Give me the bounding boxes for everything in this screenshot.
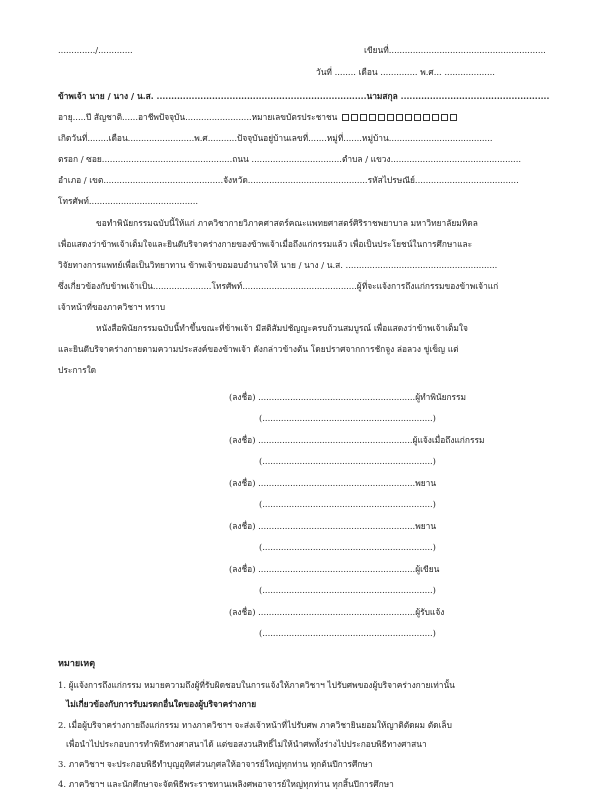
id-digit-box <box>441 114 448 121</box>
signature-notifier-name: (................................................................) <box>259 456 436 466</box>
signature-writer-name: (................................................................) <box>259 585 436 595</box>
id-digit-box <box>369 114 376 121</box>
written-at-line: เขียนที่........................................................... <box>364 45 546 55</box>
id-digit-box <box>378 114 385 121</box>
id-digit-box <box>450 114 457 121</box>
birth-address-line: เกิดวันที่........เดือน.........................พ.ศ...........ปัจจุบันอยู่บ้านเลขที่.......หมู่ที่.......หมู่บ้าน....................................... <box>58 133 493 143</box>
id-number-boxes <box>340 114 457 122</box>
note-2-line-2: เพื่อนำไปประกอบการทำพิธีทางศาสนาได้ แต่ขอสงวนสิทธิ์ไม่ให้นำศพทั้งร่างไปประกอบพิธีทางศาสนา <box>66 739 427 749</box>
paragraph-1-line-2: เพื่อแสดงว่าข้าพเจ้าเต็มใจและยินดีบริจาคร่างกายของข้าพเจ้าเมื่อถึงแก่กรรมแล้ว เพื่อเป็นประโยชน์ในการศึกษาและ <box>58 239 473 249</box>
id-digit-box <box>360 114 367 121</box>
id-digit-box <box>342 114 349 121</box>
id-digit-box <box>387 114 394 121</box>
reference-number: ............../............. <box>58 45 133 55</box>
signature-testator: (ลงชื่อ) ...........................................................ผู้ทำพินัยกรรม <box>229 392 467 402</box>
signature-writer: (ลงชื่อ) ...........................................................ผู้เขียน <box>229 564 440 574</box>
note-3: 3. ภาควิชาฯ จะประกอบพิธีทำบุญอุทิศส่วนกุศลให้อาจารย์ใหญ่ทุกท่าน ทุกต้นปีการศึกษา <box>58 759 373 769</box>
signature-witness-1: (ลงชื่อ) ...........................................................พยาน <box>229 478 437 488</box>
paragraph-2-line-2: และยินดีบริจาคร่างกายตามความประสงค์ของข้าพเจ้า ดังกล่าวข้างต้น โดยปราศจากการชักจูง ล่อลวง ขู่เข็ญ แต่ <box>58 344 459 354</box>
id-digit-box <box>351 114 358 121</box>
note-4: 4. ภาควิชาฯ และนักศึกษาจะจัดพิธีพระราชทานเพลิงศพอาจารย์ใหญ่ทุกท่าน ทุกสิ้นปีการศึกษา <box>58 779 394 789</box>
id-digit-box <box>414 114 421 121</box>
paragraph-1-line-5: เจ้าหน้าที่ของภาควิชาฯ ทราบ <box>58 302 166 312</box>
paragraph-1-line-3: วิจัยทางการแพทย์เพื่อเป็นวิทยาทาน ข้าพเจ้าขอมอบอำนาจให้ นาย / นาง / น.ส. ......................................................... <box>58 260 498 270</box>
date-line: วันที่ ........ เดือน .............. พ.ศ... ................... <box>316 67 495 77</box>
paragraph-1-line-1: ขอทำพินัยกรรมฉบับนี้ให้แก่ ภาควิชากายวิภาคศาสตร์คณะแพทยศาสตร์ศิริราชพยาบาล มหาวิทยาลัยมหิดล <box>96 218 478 228</box>
id-digit-box <box>423 114 430 121</box>
id-digit-box <box>405 114 412 121</box>
note-1-line-2: ไม่เกี่ยวข้องกับการรับมรดกอื่นใดของผู้บริจาคร่างกาย <box>66 699 257 709</box>
notes-title: หมายเหตุ <box>58 659 96 669</box>
paragraph-2-line-3: ประการใด <box>58 365 97 375</box>
id-digit-box <box>432 114 439 121</box>
paragraph-2-line-1: หนังสือพินัยกรรมฉบับนี้ทำขึ้นขณะที่ข้าพเจ้า มีสติสัมปชัญญะครบถ้วนสมบูรณ์ เพื่อแสดงว่าข้าพเจ้าเต็มใจ <box>96 323 468 333</box>
district-province-line: อำเภอ / เขต.............................................จังหวัด.............................................รหัสไปรษณีย์....................................... <box>58 175 519 185</box>
signature-notifier: (ลงชื่อ) ..........................................................ผู้แจ้งเมื่อถึงแก่กรรม <box>229 435 485 445</box>
signature-witness-2: (ลงชื่อ) ...........................................................พยาน <box>229 521 437 531</box>
alley-road-line: ตรอก / ซอย.................................................ถนน ..................................ตำบล / แขวง................................................. <box>58 154 522 164</box>
note-1-line-1: 1. ผู้แจ้งการถึงแก่กรรม หมายความถึงผู้ที่รับผิดชอบในการแจ้งให้ภาควิชาฯ ไปรับศพของผู้บริจาคร่างกายเท่านั้น <box>58 680 455 690</box>
signature-witness-1-name: (................................................................) <box>259 499 436 509</box>
signature-witness-2-name: (................................................................) <box>259 542 436 552</box>
signature-testator-name: (................................................................) <box>259 413 436 423</box>
name-line: ข้าพเจ้า นาย / นาง / น.ส. ........................................................................นามสกุล ................................................... <box>58 91 550 101</box>
phone-line: โทรศัพท์......................................... <box>58 196 199 206</box>
age-nationality-line <box>58 113 457 122</box>
paragraph-1-line-4: ซึ่งเกี่ยวข้องกับข้าพเจ้าเป็น......................โทรศัพท์...........................................ผู้ที่จะแจ้งการถึงแก่กรรมของข้าพเจ้าแก่ <box>58 281 499 291</box>
id-digit-box <box>396 114 403 121</box>
signature-receiver: (ลงชื่อ) ...........................................................ผู้รับแจ้ง <box>229 607 445 617</box>
note-2-line-1: 2. เมื่อผู้บริจาคร่างกายถึงแก่กรรม ทางภาควิชาฯ จะส่งเจ้าหน้าที่ไปรับศพ ภาควิชายินยอมให้ญาติตัดผม ตัดเล็บ <box>58 720 452 730</box>
signature-receiver-name: (................................................................) <box>259 628 436 638</box>
age-nationality-text: อายุ.....ปี สัญชาติ......อาชีพปัจจุบัน.........................หมายเลขบัตรประชาชน <box>58 112 338 122</box>
